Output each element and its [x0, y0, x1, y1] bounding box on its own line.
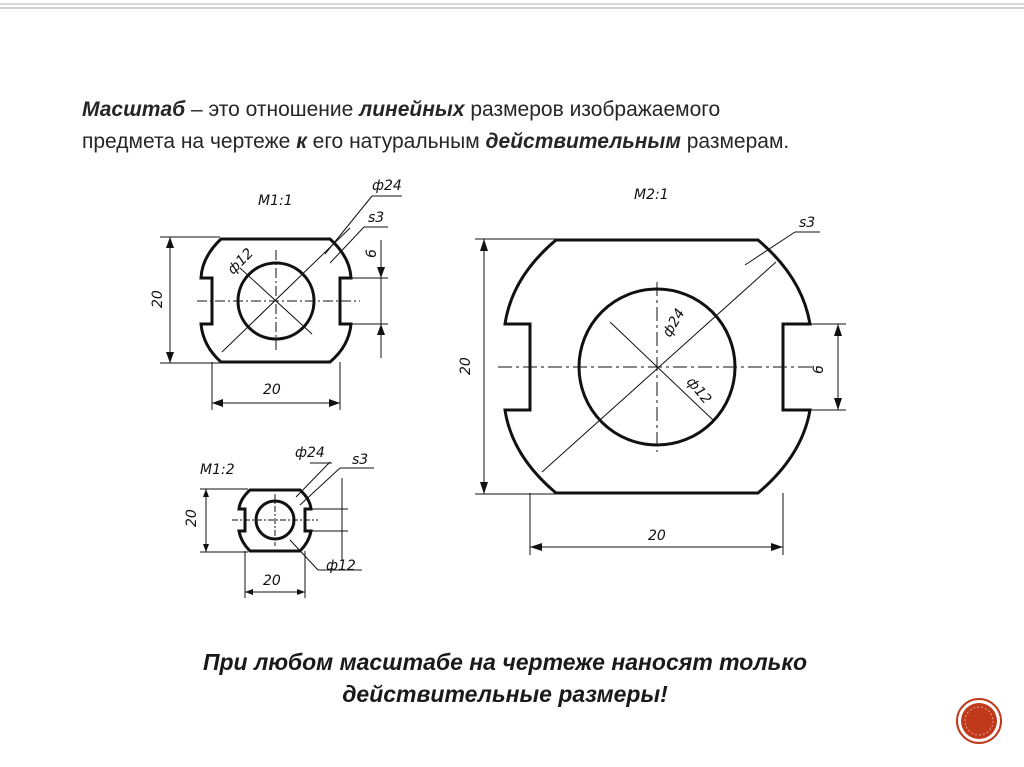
scale-label-m12: М1:2: [200, 462, 235, 478]
width-dim-m11: 20: [263, 382, 281, 398]
definition-part: размерам.: [680, 130, 790, 153]
inner-diameter-m11: ф12: [224, 245, 257, 278]
scale-label-m21: М2:1: [634, 187, 669, 203]
definition-part: его натуральным: [306, 130, 486, 153]
inner-diameter-m12: ф12: [326, 558, 356, 574]
term-scale: Масштаб: [82, 98, 186, 121]
conclusion-line-2: действительные размеры!: [342, 681, 668, 707]
definition-part: размеров изображаемого: [464, 98, 721, 121]
width-dim-m12: 20: [263, 573, 281, 589]
width-dim-m21: 20: [648, 528, 666, 544]
term-to: к: [296, 130, 307, 153]
drawing-scale-1-2: [200, 462, 374, 598]
conclusion-text: [0, 646, 1010, 710]
height-dim-m21: 20: [458, 357, 474, 375]
drawing-scale-1-1: [160, 196, 402, 410]
height-dim-m12: 20: [184, 509, 200, 527]
next-slide-circle-icon[interactable]: [955, 697, 1003, 745]
definition-part: предмета на чертеже: [82, 130, 297, 153]
outer-diameter-m12: ф24: [295, 445, 325, 461]
definition-part: – это отношение: [185, 98, 360, 121]
conclusion-line-1: При любом масштабе на чертеже наносят только: [202, 649, 808, 675]
thickness-m12: s3: [352, 452, 369, 468]
slot-dim-m11: 6: [364, 249, 380, 258]
thickness-m11: s3: [368, 210, 385, 226]
thickness-m21: s3: [799, 215, 816, 231]
outer-diameter-m11: ф24: [372, 178, 402, 194]
term-linear: линейных: [359, 98, 465, 121]
height-dim-m11: 20: [150, 290, 166, 308]
next-slide-circle-svg: [955, 697, 1003, 745]
scale-label-m11: М1:1: [258, 193, 293, 209]
drawing-scale-2-1: [475, 232, 846, 555]
outer-diameter-m21: ф24: [659, 306, 689, 340]
inner-diameter-m21: ф12: [682, 374, 715, 408]
slot-dim-m21: 6: [811, 365, 827, 374]
term-actual: действительным: [485, 130, 681, 153]
